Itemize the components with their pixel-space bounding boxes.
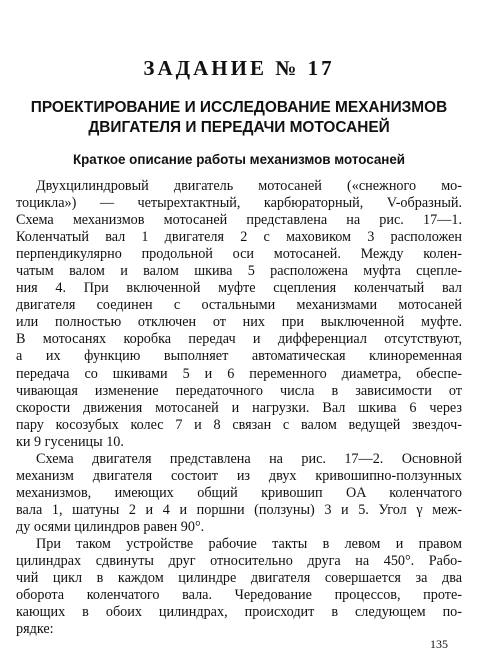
- text-line: Двухцилиндровый двигатель мотосаней («снежного мо-: [36, 178, 462, 194]
- text-line: ния 4. При включенной муфте сцепления коленчатый вал: [16, 280, 462, 297]
- text-line: тоцикла») — четырехтактный, карбюраторный, V-образный.: [16, 195, 462, 212]
- text-line: цилиндрах сдвинуты друг относительно друга на 450°. Рабо-: [16, 553, 462, 570]
- text-line: вала 1, шатуны 2 и 4 и поршни (ползуны) 3 и 5. Угол γ меж-: [16, 501, 462, 518]
- text-line: передача со шкивами 5 и 6 переменного диаметра, обеспе-: [16, 365, 462, 382]
- text-line: чивающая изменение передаточного числа в зависимости от: [16, 382, 462, 399]
- text-line: кающих в обоих цилиндрах, происходит в следующем по-: [16, 604, 462, 621]
- text-line: перпендикулярно продольной оси мотосаней. Между колен-: [16, 246, 462, 263]
- body-text: [16, 178, 462, 638]
- text-line: скорости движения мотосаней и нагрузки. Вал шкива 6 через: [16, 399, 462, 416]
- assignment-title: ЗАДАНИЕ № 17: [143, 56, 335, 80]
- page-number: 135: [430, 637, 448, 651]
- text-line: В мотосанях коробка передач и дифференциал отсутствуют,: [16, 331, 462, 348]
- text-line: механизм двигателя состоит из двух кривошипно-ползунных: [16, 467, 462, 484]
- text-line: механизмов, имеющих общий кривошип OA коленчатого: [16, 484, 462, 501]
- section-heading-line-2: ДВИГАТЕЛЯ И ПЕРЕДАЧИ МОТОСАНЕЙ: [88, 119, 390, 136]
- text-line: Схема двигателя представлена на рис. 17—2. Основной: [36, 450, 462, 467]
- text-line: оборота коленчатого вала. Чередование процессов, проте-: [16, 587, 462, 604]
- section-heading: [0, 98, 478, 138]
- text-line: а их функцию выполняет автоматическая клиноременная: [16, 348, 462, 365]
- text-line: чатым валом и валом шкива 5 расположена муфта сцепле-: [16, 263, 462, 280]
- text-line: При таком устройстве рабочие такты в левом и правом: [36, 535, 462, 552]
- text-line: Схема механизмов мотосаней представлена на рис. 17—1.: [16, 212, 462, 229]
- subsection-heading: Краткое описание работы механизмов мотосаней: [72, 152, 406, 167]
- text-line: Коленчатый вал 1 двигателя 2 с маховиком 3 расположен: [16, 229, 462, 246]
- section-heading-line-1: ПРОЕКТИРОВАНИЕ И ИССЛЕДОВАНИЕ МЕХАНИЗМОВ: [30, 99, 448, 116]
- text-line: или полностью отключен от них при выключенной муфте.: [16, 314, 462, 331]
- text-line: ки 9 гусеницы 10.: [16, 433, 124, 450]
- text-line: ду осями цилиндров равен 90°.: [16, 518, 205, 535]
- text-line: пару косозубых колес 7 и 8 связан с валом ведущей звездоч-: [16, 416, 462, 433]
- text-line: рядке:: [16, 621, 54, 638]
- text-line: двигателя соединен с остальными механизмами мотосаней: [16, 297, 462, 314]
- text-line: чий цикл в каждом цилиндре двигателя совершается за два: [16, 570, 462, 587]
